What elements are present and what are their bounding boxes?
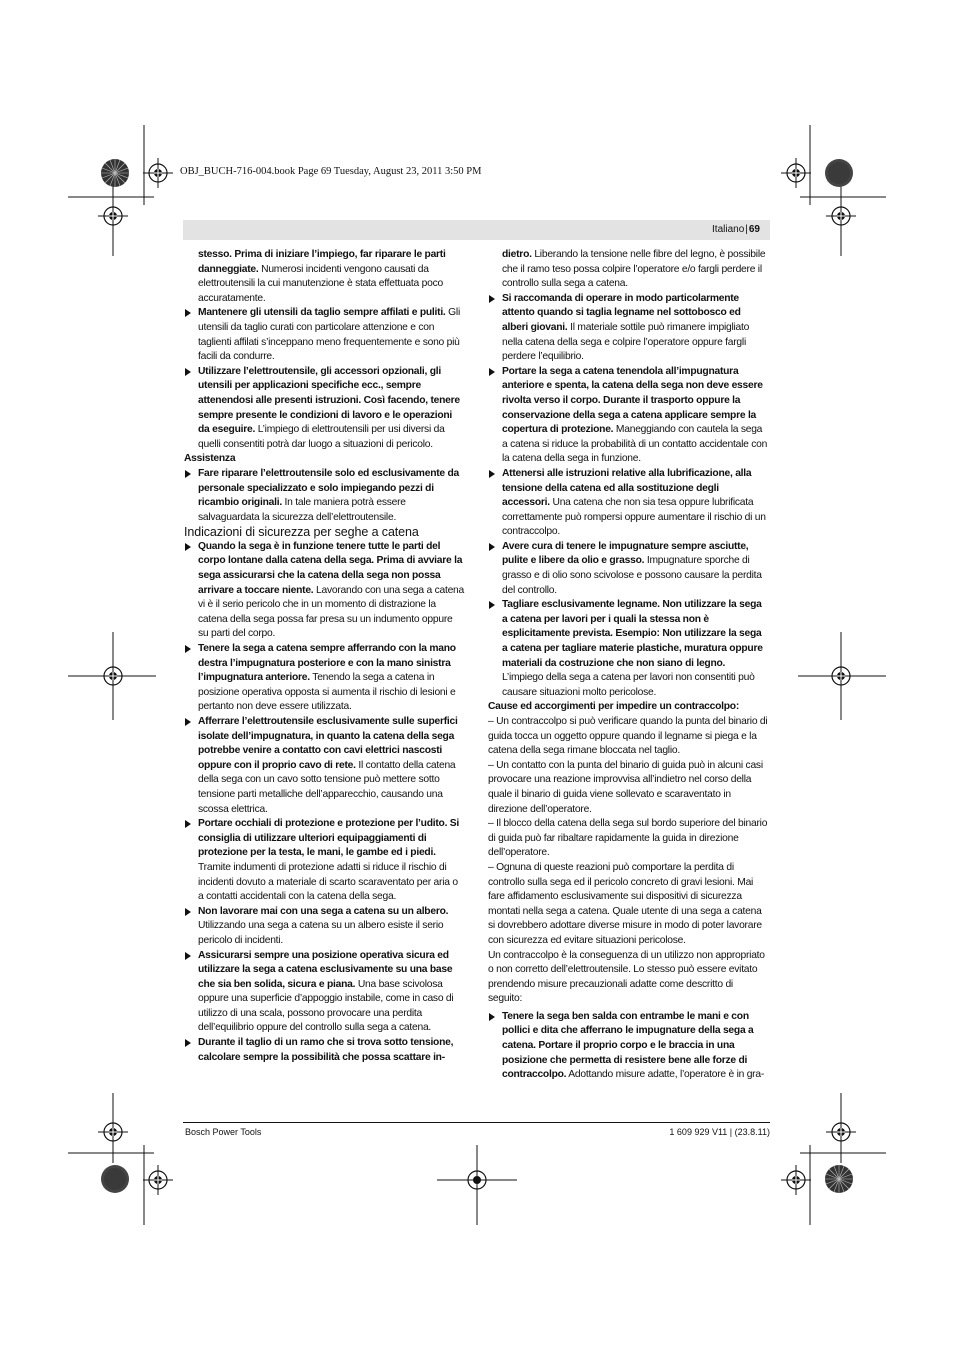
bold-text: Tenere la sega ben salda con entrambe le mani e con pollici e dita che afferrano le impugnature della sega a catena. Portare il proprio corpo e le braccia in una posizione che permetta di resistere bene alle forze di contraccolpo. — [502, 1010, 754, 1081]
safety-item — [184, 905, 465, 949]
body-text: Impugnature sporche di grasso e di olio sono scivolose e possono causare la perdita del controllo. — [502, 555, 762, 596]
bullet-triangle-icon — [185, 718, 191, 726]
bold-text: Portare la sega a catena tenendola all’impugnatura anteriore e spenta, la catena della sega non deve essere rivolta verso il corpo. Durante il trasporto oppure la conservazione della sega a catena applicare sempre la copertura di protezione. — [502, 365, 763, 436]
page-header — [712, 224, 760, 235]
body-text: Tenendo la sega a catena in posizione operativa opposta si aumenta il rischio di lesioni e pertanto non deve essere utilizzata. — [198, 672, 456, 713]
body-paragraph: – Un contatto con la punta del binario di guida può in alcuni casi provocare una reazione improvvisa all’indietro nel corso della quale il binario di guida viene sollevato e scaraventato in direzione dell’operatore. — [488, 759, 763, 815]
page-number: 69 — [748, 224, 760, 235]
bullet-triangle-icon — [489, 470, 495, 478]
subheading-kickback: Cause ed accorgimenti per impedire un contraccolpo: — [488, 701, 740, 713]
body-text: Maneggiando con cautela la sega a catena si riduce la probabilità di un contatto accidentale con la catena della sega in funzione. — [502, 424, 768, 465]
bold-text: Attenersi alle istruzioni relative alla lubrificazione, alla tensione della catena ed alla sostituzione degli accessori. — [502, 467, 752, 509]
bold-text: Utilizzare l’elettroutensile, gli accessori opzionali, gli utensili per applicazioni specifiche ecc., sempre attenendosi alle presenti istruzioni. Così facendo, tenere sempre presente le condizioni di lavoro e le operazioni da eseguire. — [198, 365, 460, 436]
body-text: Utilizzando una sega a catena su un albero esiste il serio pericolo di incidenti. — [198, 920, 444, 946]
bullet-triangle-icon — [185, 645, 191, 653]
bold-text: stesso. Prima di iniziare l’impiego, far riparare le parti danneggiate. — [198, 249, 446, 275]
safety-item — [184, 817, 465, 905]
body-paragraph: – Ognuna di queste reazioni può comportare la perdita di controllo sulla sega ed il pericolo concreto di gravi lesioni. Mai fare affidamento esclusivamente sui dispositivi di sicurezza montati nella sega a catena. Quale utente di una sega a catena si dovrebbero adottare diverse misure in modo di poter lavorare con sicurezza ed evitare situazioni pericolose. — [488, 861, 762, 946]
safety-item — [184, 642, 465, 715]
body-text: Lavorando con una sega a catena vi è il serio pericolo che in un momento di distrazione la catena della sega possa far presa su un indumento oppure su parti del corpo. — [198, 584, 465, 640]
continued-paragraph — [184, 248, 465, 306]
page-header-band — [183, 220, 770, 240]
bold-text: Fare riparare l’elettroutensile solo ed esclusivamente da personale specializzato e solo impiegando pezzi di ricambio originali. — [198, 467, 460, 509]
body-text: Una base scivolosa oppure una superficie d’appoggio instabile, come in caso di utilizzo di una scala, possono provocare una perdita dell’equilibrio oppure del controllo sulla sega a catena. — [198, 978, 454, 1034]
safety-item — [488, 598, 769, 700]
bold-text: Durante il taglio di un ramo che si trova sotto tensione, calcolare sempre la possibilità che possa scattare in- — [198, 1037, 454, 1063]
bullet-triangle-icon — [185, 543, 191, 551]
body-text: Il contatto della catena della sega con un cavo sotto tensione può mettere sotto tensione parti metalliche dell’apparecchio, causando una scossa elettrica. — [198, 759, 456, 815]
footer-rule — [183, 1122, 770, 1123]
safety-item — [184, 540, 465, 642]
body-text: In tale maniera potrà essere salvaguardata la sicurezza dell’elettroutensile. — [198, 497, 406, 523]
right-column — [488, 248, 769, 1083]
continued-paragraph — [488, 248, 769, 292]
safety-item — [488, 540, 769, 598]
body-text: Tramite indumenti di protezione adatti si riduce il rischio di incidenti dovuto a materiale di scarto scaraventato per aria o a contatti accidentali con la catena della sega. — [198, 861, 458, 903]
body-text: Il materiale sottile può rimanere impigliato nella catena della sega e colpire l’operatore oppure fargli perdere l’equilibrio. — [502, 321, 750, 363]
body-text: Numerosi incidenti vengono causati da elettroutensili la cui manutenzione è stata effettuata poco accuratamente. — [198, 263, 443, 304]
bullet-triangle-icon — [185, 1039, 191, 1047]
bold-text: Quando la sega è in funzione tenere tutte le parti del corpo lontane dalla catena della sega. Prima di avviare la sega assicurarsi che la catena della sega non possa arrivare a toccare niente. — [198, 540, 463, 596]
footer-brand: Bosch Power Tools — [185, 1127, 262, 1137]
bullet-triangle-icon — [185, 952, 191, 960]
bold-text: Portare occhiali di protezione e protezione per l’udito. Si consiglia di utilizzare ulteriori equipaggiamenti di protezione per la testa, le mani, le gambe ed i piedi. — [198, 818, 460, 859]
bullet-triangle-icon — [489, 1013, 495, 1021]
bold-text: Tagliare esclusivamente legname. Non utilizzare la sega a catena per lavori per i quali la stessa non è esplicitamente prevista. Esempio: Non utilizzare la sega a catena per tagliare materie plastiche, muratura oppure materiali da costruzione che non siano di legno. — [502, 599, 763, 669]
body-paragraph: Un contraccolpo è la conseguenza di un utilizzo non appropriato o non corretto dell’elettroutensile. Lo stesso può essere evitato prendendo misure precauzionali adatte come descritto di seguito: — [488, 949, 765, 1005]
bullet-triangle-icon — [185, 368, 191, 376]
bold-text: Afferrare l’elettroutensile esclusivamente sulle superfici isolate dell’impugnatura, in quanto la catena della sega potrebbe venire a contatto con cavi elettrici nascosti oppure con il proprio cavo di rete. — [198, 716, 458, 771]
safety-item — [184, 306, 465, 364]
bullet-triangle-icon — [489, 368, 495, 376]
bold-text: Tenere la sega a catena sempre afferrando con la mano destra l’impugnatura posteriore e con la mano sinistra l’impugnatura anteriore. — [198, 643, 456, 684]
bullet-triangle-icon — [185, 470, 191, 478]
safety-item — [184, 715, 465, 817]
body-paragraph: – Un contraccolpo si può verificare quando la punta del binario di guida tocca un oggetto oppure quando il legname si piega e la catena della sega rimane bloccata nel taglio. — [488, 716, 768, 757]
bold-text: Assicurarsi sempre una posizione operativa sicura ed utilizzare la sega a catena esclusivamente su una base che sia ben solida, sicura e piana. — [198, 949, 453, 990]
bold-text: Avere cura di tenere le impugnature sempre asciutte, pulite e libere da olio e grasso. — [502, 540, 749, 567]
safety-item — [488, 292, 769, 365]
bullet-triangle-icon — [489, 295, 495, 303]
safety-item — [488, 365, 769, 467]
bullet-triangle-icon — [489, 543, 495, 551]
body-text: L’impiego della sega a catena per lavori non consentiti può causare situazioni molto pericolose. — [502, 672, 755, 698]
safety-item — [184, 467, 465, 525]
footer-doc-number: 1 609 929 V11 | (23.8.11) — [669, 1127, 770, 1137]
body-text: Adottando misure adatte, l’operatore è in gra- — [566, 1069, 765, 1081]
header-language: Italiano — [712, 224, 745, 235]
bullet-triangle-icon — [185, 820, 191, 828]
safety-item — [184, 365, 465, 453]
bullet-triangle-icon — [489, 601, 495, 609]
bold-text: Mantenere gli utensili da taglio sempre affilati e puliti. — [198, 307, 446, 319]
bullet-triangle-icon — [185, 309, 191, 317]
bold-text: dietro. — [502, 249, 532, 260]
body-text: Liberando la tensione nelle fibre del legno, è possibile che il ramo teso possa colpire l’operatore e/o fargli perdere il controllo sulla sega a catena. — [502, 249, 766, 290]
body-text: Gli utensili da taglio curati con particolare attenzione e con taglienti affilati s’inceppano meno frequentemente e sono più facili da condurre. — [198, 307, 461, 363]
section-title: Indicazioni di sicurezza per seghe a catena — [184, 525, 419, 540]
safety-item — [488, 1010, 769, 1083]
body-paragraph: – Il blocco della catena della sega sul bordo superiore del binario di guida può far ribaltare rapidamente la guida in direzione dell’operatore. — [488, 818, 768, 859]
body-text: L’impiego di elettroutensili per usi diversi da quelli consentiti potrà dar luogo a situazioni di pericolo. — [198, 424, 445, 450]
bold-text: Si raccomanda di operare in modo particolarmente attento quando si taglia legname nel sottobosco ed alberi giovani. — [502, 292, 741, 333]
print-job-header: OBJ_BUCH-716-004.book Page 69 Tuesday, August 23, 2011 3:50 PM — [180, 166, 482, 177]
safety-item — [184, 1036, 465, 1065]
header-separator: | — [745, 224, 748, 235]
bullet-triangle-icon — [185, 908, 191, 916]
safety-item — [184, 949, 465, 1037]
left-column — [184, 248, 465, 1065]
safety-item — [488, 467, 769, 540]
bold-text: Non lavorare mai con una sega a catena su un albero. — [198, 905, 449, 917]
body-text: Una catena che non sia tesa oppure lubrificata correttamente può rompersi oppure aumentare il rischio di un contraccolpo. — [502, 497, 766, 538]
subheading-assistenza: Assistenza — [184, 453, 236, 465]
